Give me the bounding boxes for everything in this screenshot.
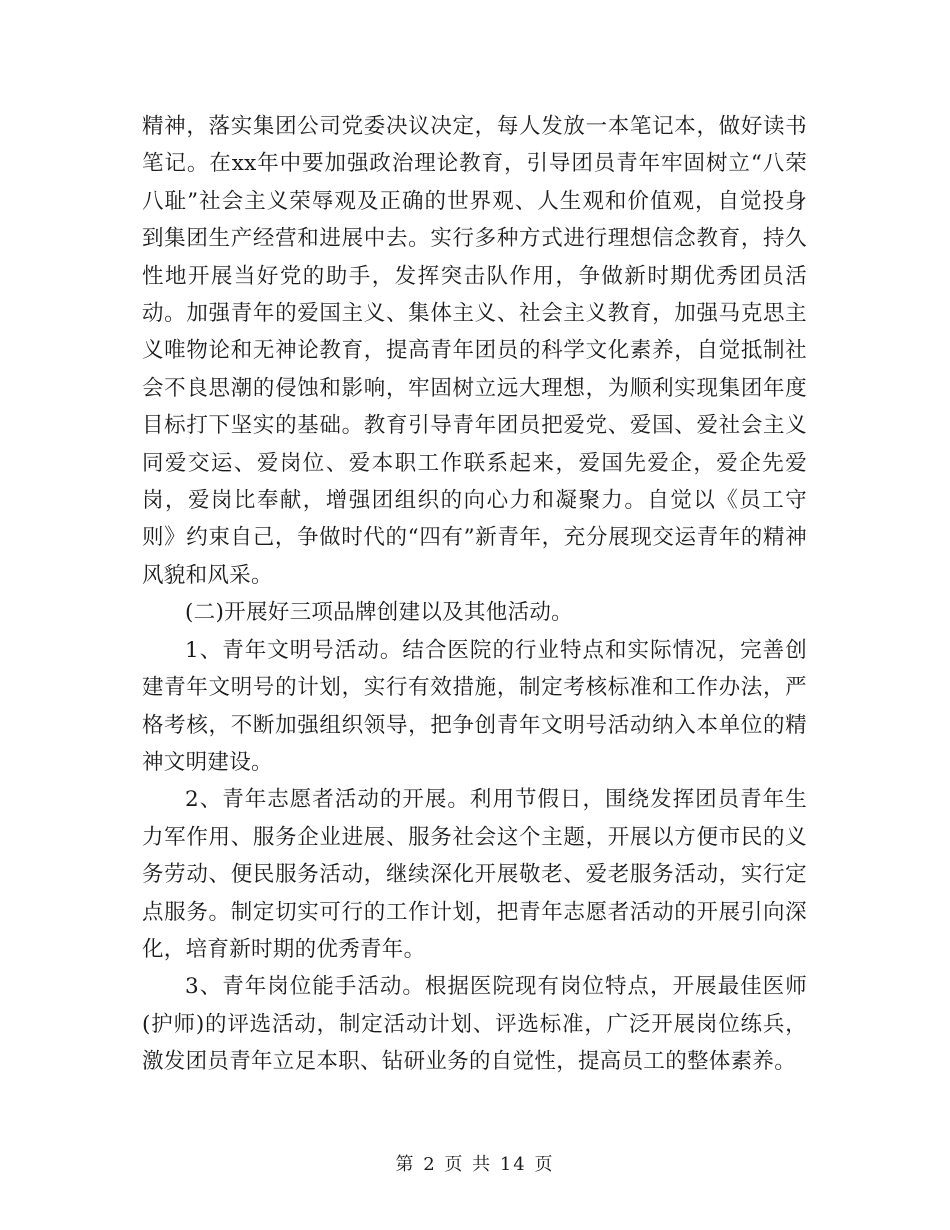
paragraph-ideology-education: 精神，落实集团公司党委决议决定，每人发放一本笔记本，做好读书笔记。在xx年中要加强政治理论教育，引导团员青年牢固树立“八荣八耻”社会主义荣辱观及正确的世界观、人生观和价值观，自觉投身到集团生产经营和进展中去。实行多种方式进行理想信念教育，持久性地开展当好党的助手，发挥突击队作用，争做新时期优秀团员活动。加强青年的爱国主义、集体主义、社会主义教育，加强马克思主义唯物论和无神论教育，提高青年团员的科学文化素养，自觉抵制社会不良思潮的侵蚀和影响，牢固树立远大理想，为顺利实现集团年度目标打下坚实的基础。教育引导青年团员把爱党、爱国、爱社会主义同爱交运、爱岗位、爱本职工作联系起来，爱国先爱企，爱企先爱岗，爱岗比奉献，增强团组织的向心力和凝聚力。自觉以《员工守则》约束自己，争做时代的“四有”新青年，充分展现交运青年的精神风貌和风采。 [142,114,807,588]
page-number-footer: 第 2 页 共 14 页 [395,1154,555,1175]
document-body [142,108,807,1081]
paragraph-youth-volunteers: 2、青年志愿者活动的开展。利用节假日，围绕发挥团员青年生力军作用、服务企业进展、服务社会这个主题，开展以方便市民的义务劳动、便民服务活动，继续深化开展敬老、爱老服务活动，实行定点服务。制定切实可行的工作计划，把青年志愿者活动的开展引向深化，培育新时期的优秀青年。 [142,787,807,962]
section-heading-brand-activities: (二)开展好三项品牌创建以及其他活动。 [185,600,573,626]
paragraph-job-experts: 3、青年岗位能手活动。根据医院现有岗位特点，开展最佳医师(护师)的评选活动，制定活动计划、评选标准，广泛开展岗位练兵，激发团员青年立足本职、钻研业务的自觉性，提高员工的整体素养。 [142,974,807,1075]
paragraph-youth-civilization: 1、青年文明号活动。结合医院的行业特点和实际情况，完善创建青年文明号的计划，实行有效措施，制定考核标准和工作办法，严格考核，不断加强组织领导，把争创青年文明号活动纳入本单位的精神文明建设。 [142,637,807,775]
